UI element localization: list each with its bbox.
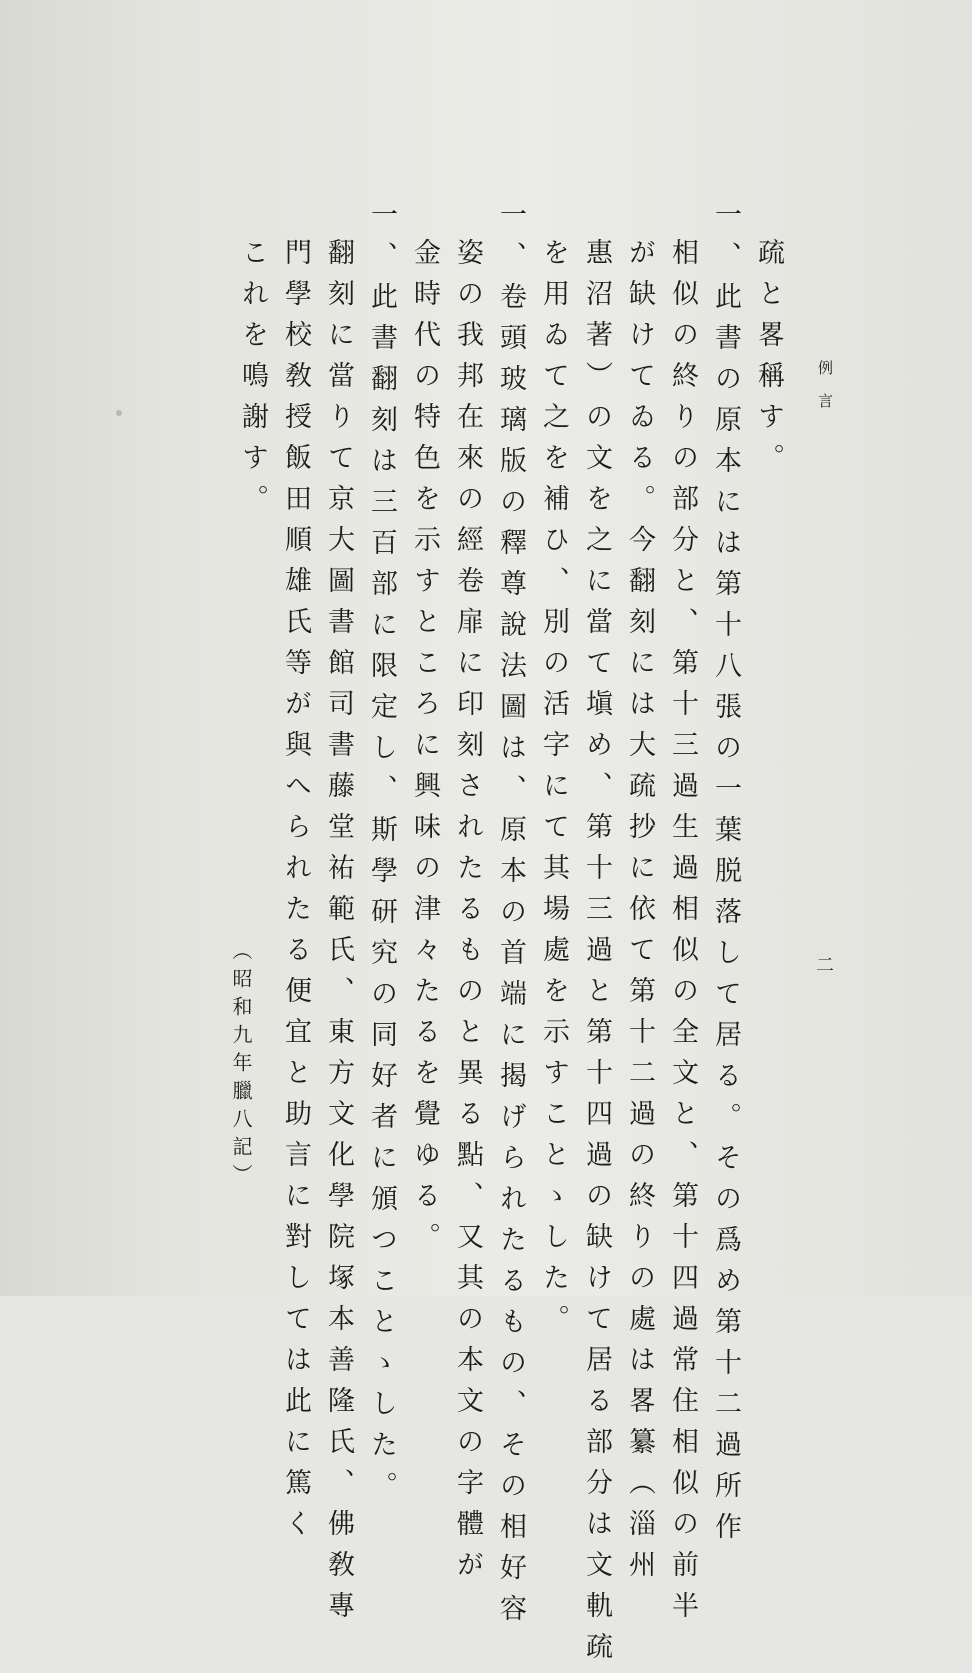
text-line: が缺けてゐる。今翻刻には大疏抄に依て第十二過の終りの處は畧纂（淄州 [624,238,655,1591]
text-line: 金時代の特色を示すところに興味の津々たるを覺ゆる。 [409,238,440,1263]
text-line: 姿の我邦在來の經卷扉に印刻されたるものと異る點、又其の本文の字體が [452,238,483,1591]
text-line: これを鳴謝す。 [237,238,268,525]
signature-date: （昭和九年臘八記） [229,940,253,1192]
text-line: 惠沼著）の文を之に當て塡め、第十三過と第十四過の缺けて居る部分は文軌疏 [581,238,612,1673]
page-number: 二 [813,955,834,973]
text-line: 疏と畧稱す。 [753,238,784,484]
page-title: 例言 [816,360,834,426]
text-line: 門學校敎授飯田順雄氏等が與へられたる便宜と助言に對しては此に篤く [280,238,311,1550]
text-line: 一、卷頭玻璃版の釋尊說法圖は、原本の首端に揭げられたるもの、その相好容 [495,200,526,1635]
paper-spot [116,410,122,416]
text-line: 一、此書翻刻は三百部に限定し、斯學研究の同好者に頒つことゝした。 [366,200,397,1512]
body-text [230,200,790,1673]
text-line: 相似の終りの部分と、第十三過生過相似の全文と、第十四過常住相似の前半 [667,238,698,1632]
text-line: 一、此書の原本には第十八張の一葉脱落して居る。その爲め第十二過所作 [710,200,741,1553]
text-line: を用ゐて之を補ひ、別の活字にて其場處を示すことゝした。 [538,238,569,1345]
text-line: 翻刻に當りて京大圖書館司書藤堂祐範氏、東方文化學院塚本善隆氏、佛敎專 [323,238,354,1632]
